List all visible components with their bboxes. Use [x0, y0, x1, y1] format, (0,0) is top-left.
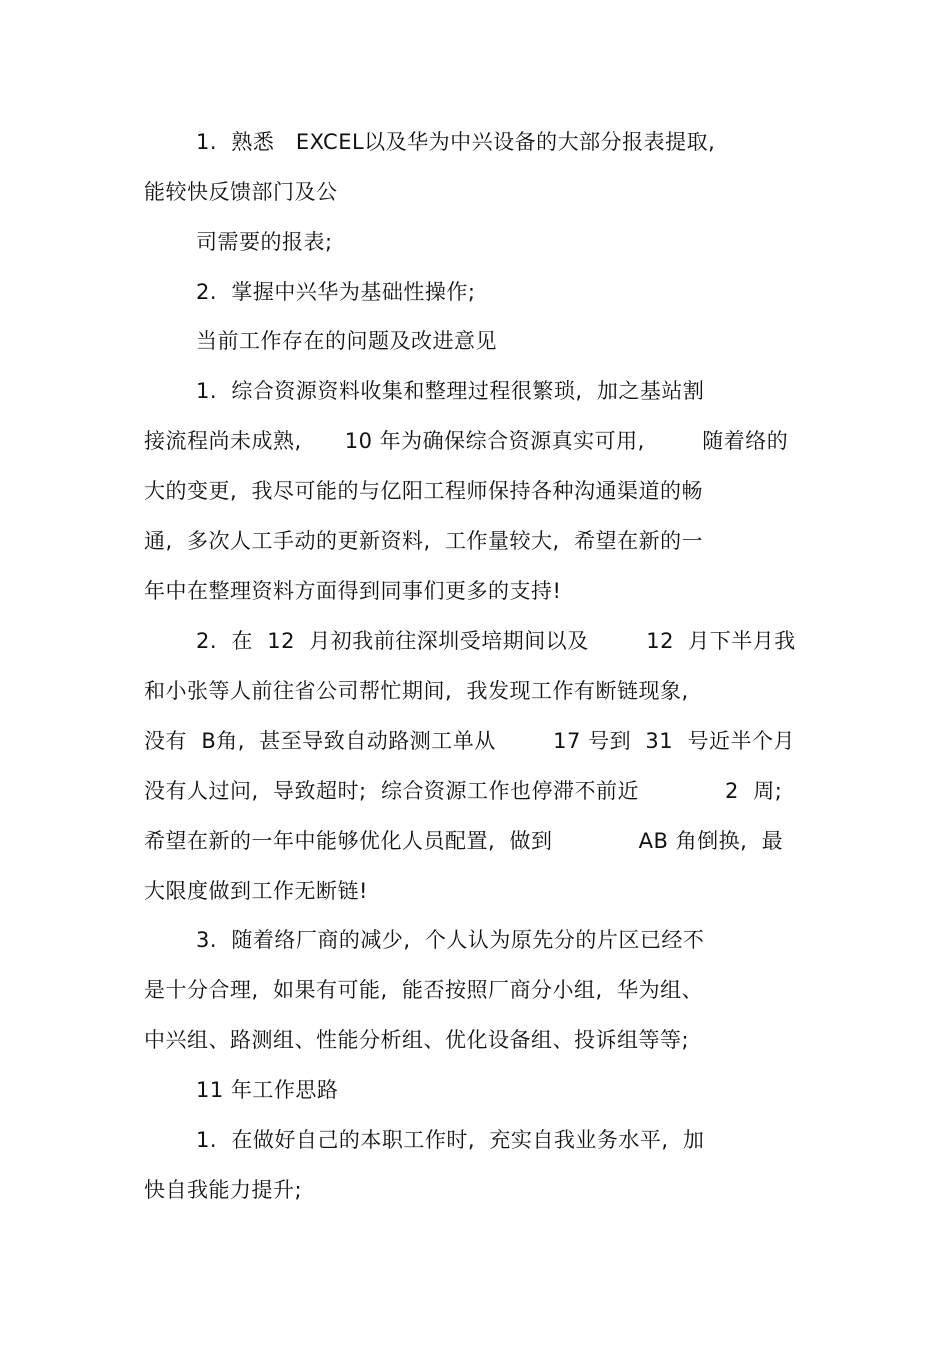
- paragraph-line: 没有人过问, 导致超时; 综合资源工作也停滞不前近 2 周;: [144, 779, 783, 803]
- paragraph-line: 希望在新的一年中能够优化人员配置, 做到 AB 角倒换, 最: [144, 829, 784, 853]
- paragraph-line: 快自我能力提升;: [144, 1178, 303, 1202]
- paragraph-line: 和小张等人前往省公司帮忙期间, 我发现工作有断链现象,: [144, 679, 689, 703]
- paragraph-line: 接流程尚未成熟, 10 年为确保综合资源真实可用, 随着络的: [144, 429, 789, 453]
- paragraph-line: 1. 综合资源资料收集和整理过程很繁琐, 加之基站割: [196, 379, 705, 403]
- paragraph-line: 1. 在做好自己的本职工作时, 充实自我业务水平, 加: [196, 1128, 705, 1152]
- paragraph-line: 能较快反馈部门及公: [144, 180, 338, 204]
- paragraph-line: 大的变更, 我尽可能的与亿阳工程师保持各种沟通渠道的畅: [144, 479, 704, 503]
- paragraph-line: 没有 B角, 甚至导致自动路测工单从 17 号到 31 号近半个月: [144, 729, 796, 753]
- paragraph-line: 中兴组、路测组、性能分析组、优化设备组、投诉组等等;: [144, 1028, 690, 1052]
- section-heading: 11 年工作思路: [196, 1078, 339, 1102]
- paragraph-line: 2. 掌握中兴华为基础性操作;: [196, 280, 476, 304]
- paragraph-line: 3. 随着络厂商的减少, 个人认为原先分的片区已经不: [196, 928, 705, 952]
- paragraph-line: 2. 在 12 月初我前往深圳受培期间以及 12 月下半月我: [196, 629, 796, 653]
- section-heading: 当前工作存在的问题及改进意见: [196, 329, 497, 353]
- paragraph-line: 通, 多次人工手动的更新资料, 工作量较大, 希望在新的一: [144, 529, 704, 553]
- paragraph-line: 1. 熟悉 EXCEL以及华为中兴设备的大部分报表提取,: [196, 130, 716, 154]
- paragraph-line: 年中在整理资料方面得到同事们更多的支持!: [144, 579, 562, 603]
- paragraph-line: 司需要的报表;: [196, 230, 333, 254]
- paragraph-line: 是十分合理, 如果有可能, 能否按照厂商分小组, 华为组、: [144, 978, 704, 1002]
- paragraph-line: 大限度做到工作无断链!: [144, 879, 368, 903]
